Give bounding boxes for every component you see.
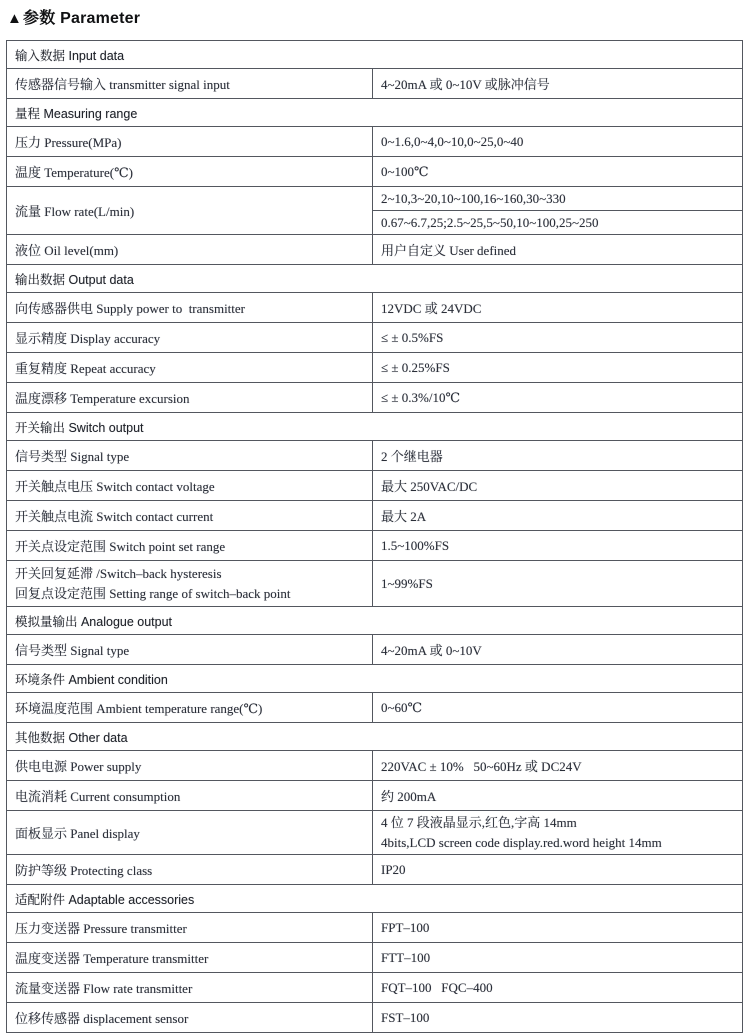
row-value-cell: 0.67~6.7,25;2.5~25,5~50,10~100,25~250 [373,211,743,235]
section-header-cell: 其他数据 Other data [7,723,743,751]
parameter-table [6,40,743,1033]
row-label-cell: 开关触点电流 Switch contact current [7,501,373,531]
table-row [7,187,743,211]
row-label-cell: 面板显示 Panel display [7,811,373,855]
table-row [7,913,743,943]
row-value-cell: 2 个继电器 [373,441,743,471]
table-row [7,751,743,781]
row-value-cell: 4~20mA 或 0~10V 或脉冲信号 [373,69,743,99]
table-row [7,855,743,885]
row-label-cell: 温度变送器 Temperature transmitter [7,943,373,973]
parameter-table-body [7,41,743,1033]
row-label-cell: 重复精度 Repeat accuracy [7,353,373,383]
row-label-cell: 液位 Oil level(mm) [7,235,373,265]
row-label-cell: 向传感器供电 Supply power to transmitter [7,293,373,323]
table-section-row [7,665,743,693]
row-label-cell [7,561,373,607]
row-value-cell: 2~10,3~20,10~100,16~160,30~330 [373,187,743,211]
row-label-line: 开关回复延滞 /Switch–back hysteresis [15,565,222,581]
table-section-row [7,99,743,127]
section-header-cell: 适配附件 Adaptable accessories [7,885,743,913]
table-section-row [7,413,743,441]
row-value-cell: 0~60℃ [373,693,743,723]
row-label-cell: 开关点设定范围 Switch point set range [7,531,373,561]
page-title-text: 参数 Parameter [23,10,141,27]
row-label-cell: 温度 Temperature(℃) [7,157,373,187]
row-label-cell: 信号类型 Signal type [7,441,373,471]
row-value-cell: 12VDC 或 24VDC [373,293,743,323]
row-value-cell: 最大 2A [373,501,743,531]
row-label-line: 回复点设定范围 Setting range of switch–back point [15,585,291,601]
row-value-cell: 1.5~100%FS [373,531,743,561]
table-section-row [7,723,743,751]
section-header-cell: 环境条件 Ambient condition [7,665,743,693]
table-row [7,531,743,561]
row-value-cell: FPT–100 [373,913,743,943]
table-row [7,353,743,383]
section-header-cell: 输入数据 Input data [7,41,743,69]
table-row [7,441,743,471]
row-value-cell: 最大 250VAC/DC [373,471,743,501]
row-label-cell: 压力 Pressure(MPa) [7,127,373,157]
row-value-cell: 0~1.6,0~4,0~10,0~25,0~40 [373,127,743,157]
row-label-cell: 流量变送器 Flow rate transmitter [7,973,373,1003]
row-label-cell: 流量 Flow rate(L/min) [7,187,373,235]
table-row [7,501,743,531]
table-section-row [7,265,743,293]
table-row [7,561,743,607]
row-value-cell: IP20 [373,855,743,885]
row-label-cell: 显示精度 Display accuracy [7,323,373,353]
row-label-cell: 位移传感器 displacement sensor [7,1003,373,1033]
table-section-row [7,885,743,913]
row-label-cell: 开关触点电压 Switch contact voltage [7,471,373,501]
page-title [7,5,745,28]
row-value-line: 4 位 7 段液晶显示,红色,字高 14mm [381,814,577,830]
table-row [7,127,743,157]
table-row [7,943,743,973]
table-row [7,471,743,501]
table-row [7,157,743,187]
section-header-cell: 开关输出 Switch output [7,413,743,441]
row-value-cell: 220VAC ± 10% 50~60Hz 或 DC24V [373,751,743,781]
table-row [7,635,743,665]
row-label-cell: 信号类型 Signal type [7,635,373,665]
row-label-cell: 传感器信号输入 transmitter signal input [7,69,373,99]
table-row [7,383,743,413]
row-value-cell: ≤ ± 0.5%FS [373,323,743,353]
table-row [7,69,743,99]
row-label-cell: 供电电源 Power supply [7,751,373,781]
row-value-cell: 0~100℃ [373,157,743,187]
row-label-cell: 电流消耗 Current consumption [7,781,373,811]
row-label-cell: 环境温度范围 Ambient temperature range(℃) [7,693,373,723]
table-section-row [7,41,743,69]
table-row [7,323,743,353]
table-row [7,693,743,723]
triangle-bullet-icon: ▲ [7,10,23,27]
row-value-cell: ≤ ± 0.3%/10℃ [373,383,743,413]
row-value-cell: ≤ ± 0.25%FS [373,353,743,383]
table-row [7,973,743,1003]
row-value-cell: 约 200mA [373,781,743,811]
row-label-cell: 压力变送器 Pressure transmitter [7,913,373,943]
row-value-cell: 1~99%FS [373,561,743,607]
row-value-cell: FST–100 [373,1003,743,1033]
section-header-cell: 模拟量输出 Analogue output [7,607,743,635]
row-label-cell: 防护等级 Protecting class [7,855,373,885]
table-row [7,811,743,855]
row-value-cell [373,811,743,855]
section-header-cell: 输出数据 Output data [7,265,743,293]
table-row [7,293,743,323]
row-value-cell: FTT–100 [373,943,743,973]
row-label-cell: 温度漂移 Temperature excursion [7,383,373,413]
table-row [7,781,743,811]
row-value-cell: FQT–100 FQC–400 [373,973,743,1003]
table-row [7,235,743,265]
table-row [7,1003,743,1033]
row-value-cell: 4~20mA 或 0~10V [373,635,743,665]
section-header-cell: 量程 Measuring range [7,99,743,127]
table-section-row [7,607,743,635]
row-value-line: 4bits,LCD screen code display.red.word height 14mm [381,834,662,850]
row-value-cell: 用户自定义 User defined [373,235,743,265]
